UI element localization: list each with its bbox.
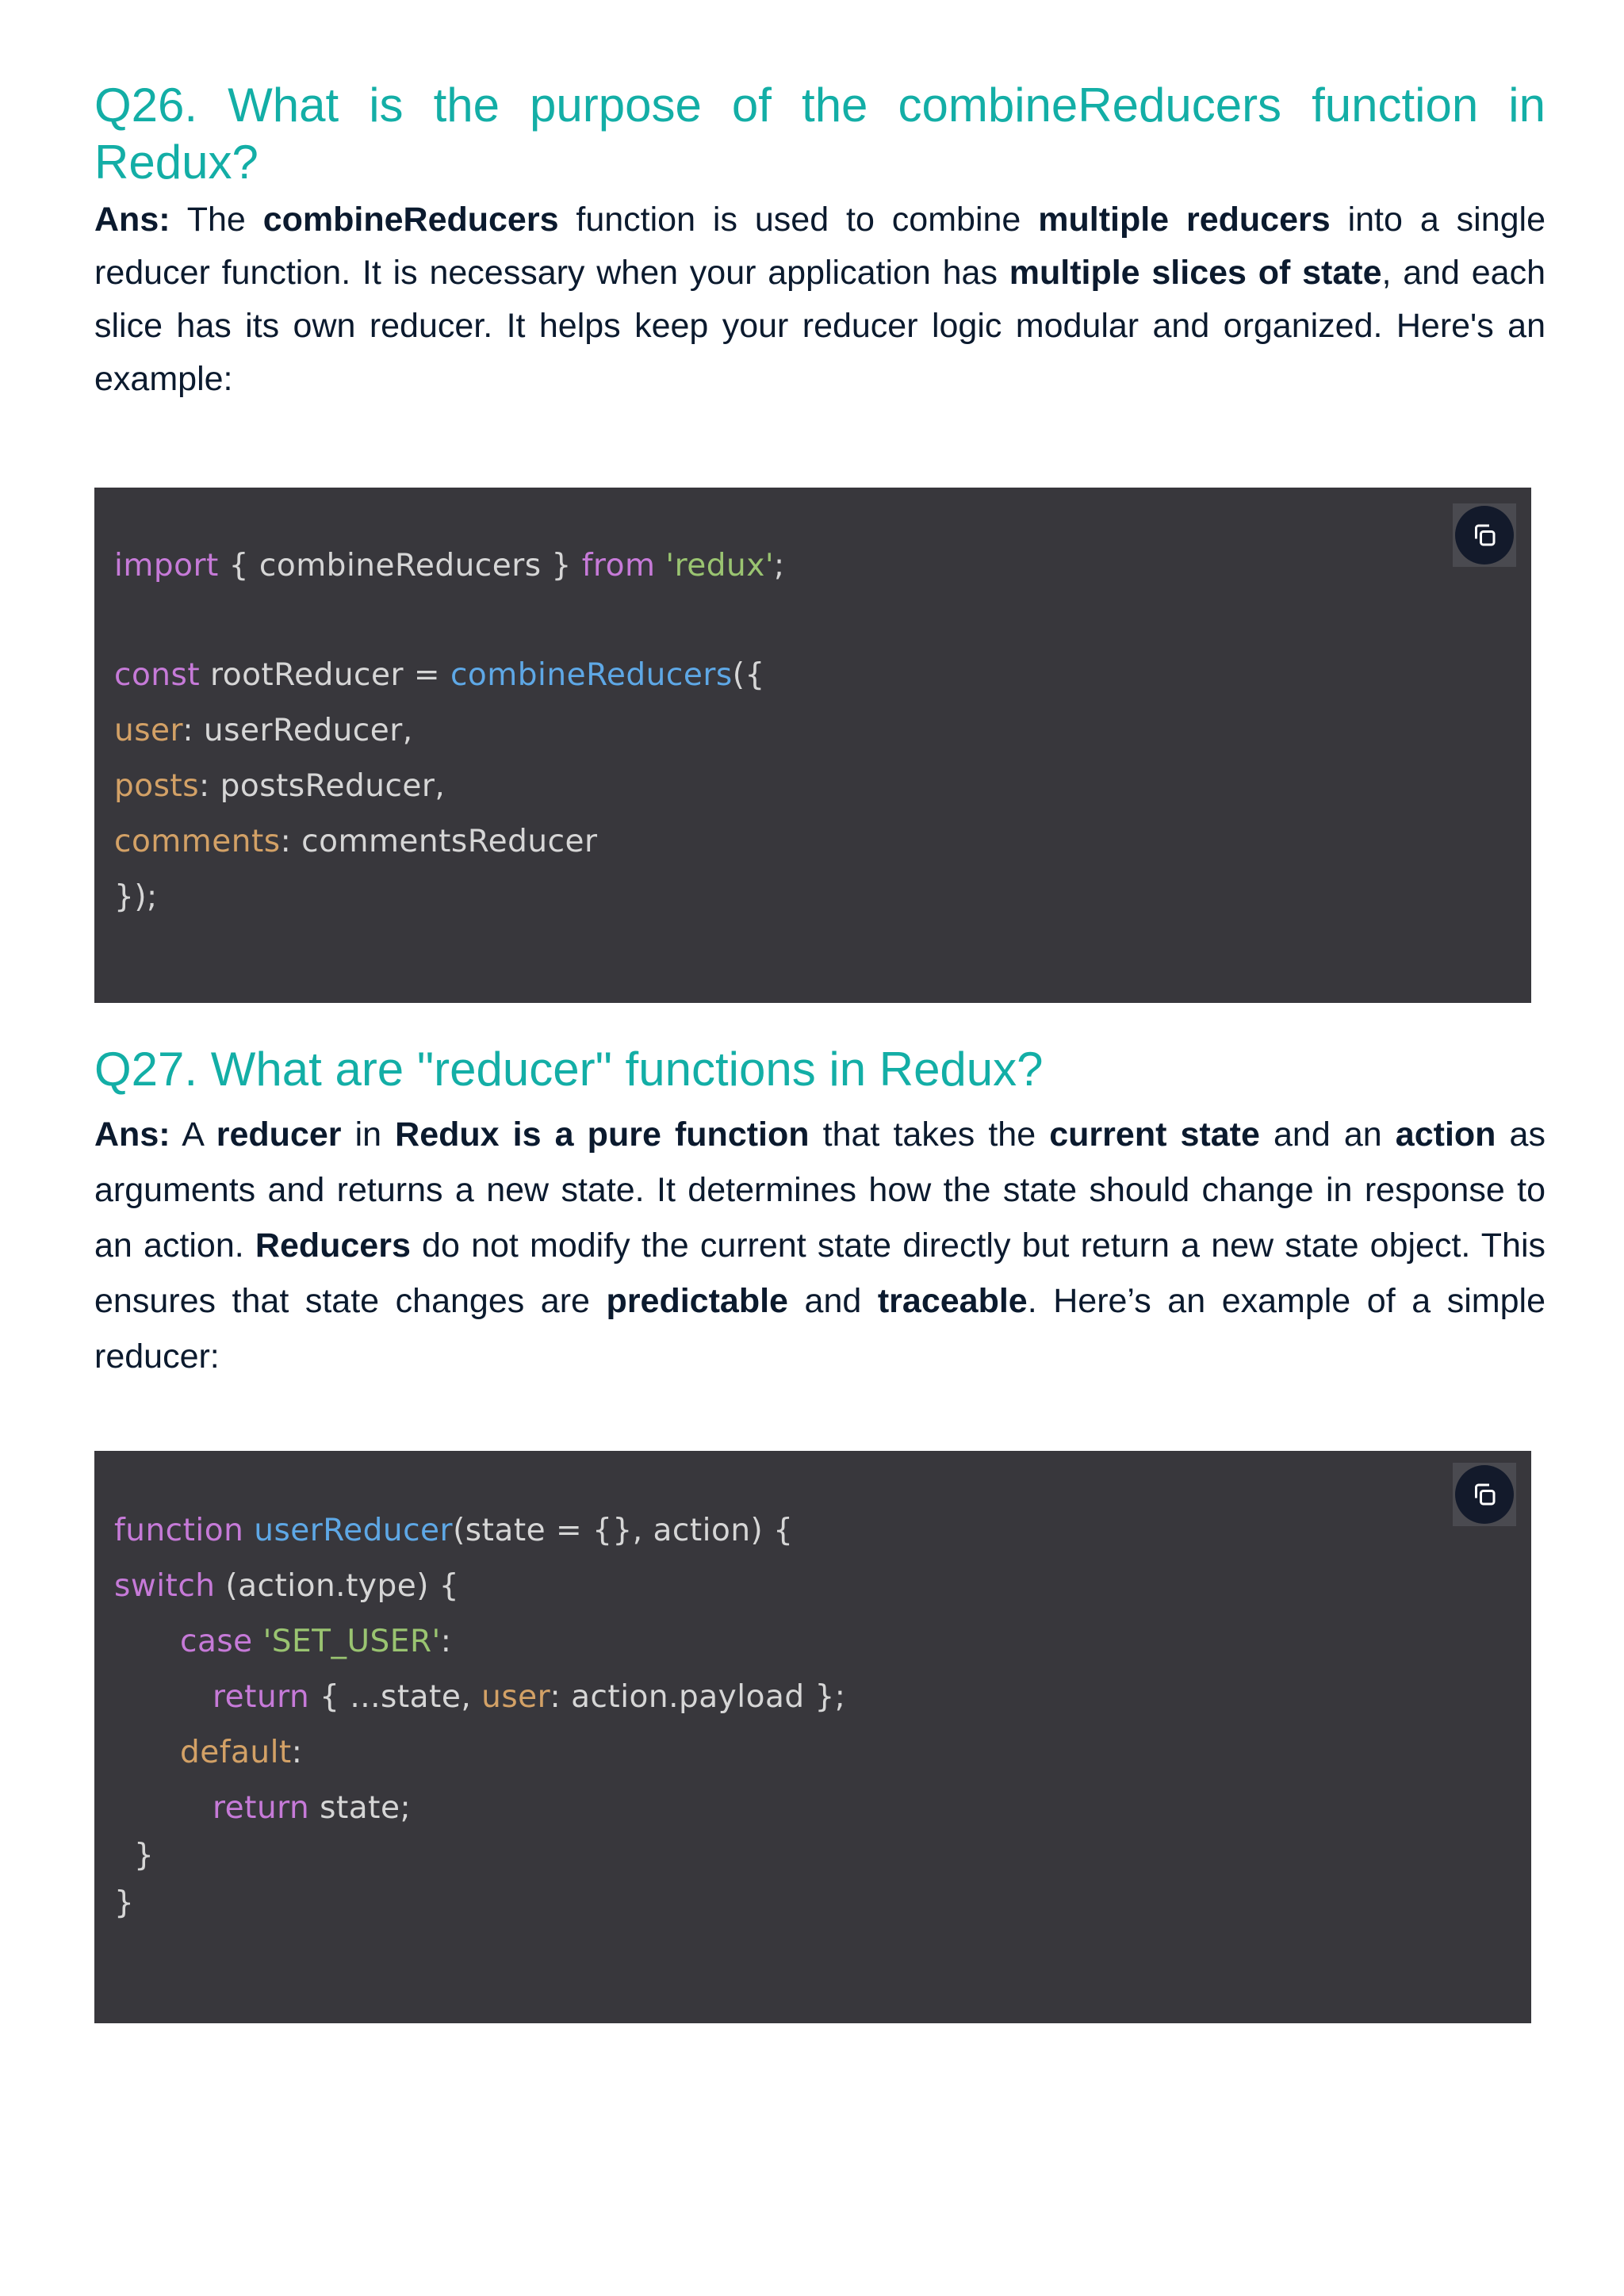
code-text: : action.payload }; xyxy=(550,1679,846,1715)
code-property: comments xyxy=(114,824,281,859)
code-text: (state = {}, action) { xyxy=(453,1513,794,1548)
q26-title: Q26. What is the purpose of the combineReducers function in Redux? xyxy=(94,78,1545,189)
code-line xyxy=(114,547,785,585)
code-text: (action.type) { xyxy=(215,1568,460,1604)
copy-code-button[interactable] xyxy=(1453,503,1516,567)
q27-title: Q27. What are "reducer" functions in Redux? xyxy=(94,1043,1044,1096)
copy-icon xyxy=(1455,1465,1514,1524)
code-line xyxy=(180,1734,302,1772)
answer-text: , and each slice has its own reducer. It helps keep your reducer logic modular and organized. Here's an example: xyxy=(94,254,1545,398)
code-text: ({ xyxy=(732,657,765,693)
code-text: state; xyxy=(309,1790,412,1826)
code-text: } xyxy=(114,1885,135,1921)
q26-answer xyxy=(94,193,1545,406)
answer-bold: Reducers xyxy=(255,1226,411,1265)
code-keyword: from xyxy=(581,548,656,584)
answer-text: and xyxy=(787,1282,878,1320)
answer-text: . Here’s an example of a simple reducer: xyxy=(94,1282,1545,1376)
answer-bold: reducer xyxy=(216,1115,342,1154)
answer-bold: multiple slices of state xyxy=(1009,254,1382,292)
code-line xyxy=(213,1789,411,1827)
code-line xyxy=(114,712,413,750)
code-text: ; xyxy=(774,548,785,584)
code-line xyxy=(114,656,765,695)
code-line xyxy=(114,1512,793,1550)
answer-text: do not modify the current state directly but return a new state object. This ensures that state changes are xyxy=(94,1226,1545,1320)
answer-bold: action xyxy=(1395,1115,1496,1154)
code-keyword: function xyxy=(114,1513,244,1548)
code-property: user xyxy=(114,713,183,748)
answer-text: as arguments and returns a new state. It determines how the state should change in response to an action. xyxy=(94,1115,1545,1265)
answer-bold: Redux is a pure function xyxy=(395,1115,810,1154)
code-line xyxy=(114,823,598,861)
code-keyword: case xyxy=(180,1624,253,1659)
answer-bold: combineReducers xyxy=(262,201,559,239)
answer-text: and an xyxy=(1259,1115,1396,1154)
code-property: default xyxy=(180,1735,292,1770)
answer-bold: predictable xyxy=(606,1282,788,1320)
copy-icon xyxy=(1455,506,1514,564)
code-keyword: import xyxy=(114,548,219,584)
code-function: combineReducers xyxy=(450,657,733,693)
code-function: userReducer xyxy=(254,1513,454,1548)
code-text: { combineReducers } xyxy=(218,548,582,584)
answer-text: The xyxy=(170,201,263,239)
code-property: posts xyxy=(114,768,200,804)
code-text: : xyxy=(440,1624,452,1659)
code-property: user xyxy=(481,1679,550,1715)
code-keyword: const xyxy=(114,657,201,693)
code-text: : userReducer, xyxy=(182,713,413,748)
answer-bold: traceable xyxy=(877,1282,1028,1320)
code-text: rootReducer = xyxy=(200,657,450,693)
code-line xyxy=(213,1678,845,1716)
code-line xyxy=(114,1885,134,1923)
code-block-user-reducer xyxy=(94,1451,1531,2023)
code-line xyxy=(114,1567,459,1605)
answer-text: that takes the xyxy=(809,1115,1050,1154)
answer-label: Ans: xyxy=(94,201,170,239)
code-keyword: switch xyxy=(114,1568,216,1604)
answer-label: Ans: xyxy=(94,1115,170,1154)
code-keyword: return xyxy=(213,1790,310,1826)
code-string: 'redux' xyxy=(665,548,775,584)
code-line xyxy=(114,767,445,806)
code-text: { ...state, xyxy=(309,1679,482,1715)
code-text: } xyxy=(134,1838,155,1873)
answer-bold: multiple reducers xyxy=(1038,201,1331,239)
code-block-combine-reducers xyxy=(94,488,1531,1003)
code-string: 'SET_USER' xyxy=(262,1624,441,1659)
code-text xyxy=(253,1624,263,1659)
answer-text: function is used to combine xyxy=(558,201,1039,239)
answer-text: into a single reducer function. It is necessary when your application has xyxy=(94,201,1545,292)
code-text xyxy=(655,548,665,584)
code-text: }); xyxy=(114,879,158,915)
code-keyword: return xyxy=(213,1679,310,1715)
answer-text: A xyxy=(170,1115,216,1154)
answer-bold: current state xyxy=(1049,1115,1260,1154)
code-line xyxy=(114,878,158,916)
answer-text: in xyxy=(341,1115,396,1154)
code-line xyxy=(180,1623,451,1661)
code-text: : commentsReducer xyxy=(280,824,598,859)
code-text: : xyxy=(291,1735,303,1770)
code-text xyxy=(243,1513,254,1548)
copy-code-button[interactable] xyxy=(1453,1463,1516,1526)
q27-answer xyxy=(94,1107,1545,1384)
code-line xyxy=(134,1837,154,1875)
code-text: : postsReducer, xyxy=(199,768,446,804)
